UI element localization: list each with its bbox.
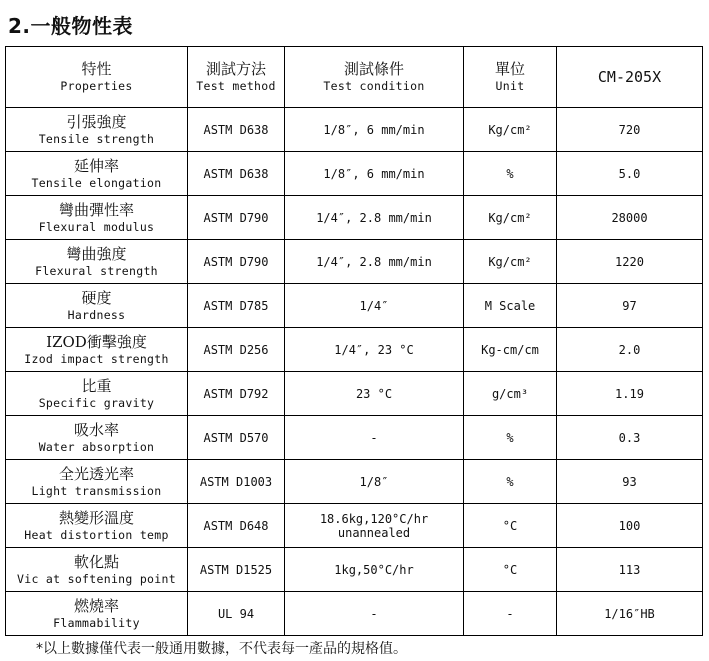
property-cell <box>6 416 188 460</box>
method-cell: ASTM D790 <box>188 196 285 240</box>
property-name-en: Specific gravity <box>38 395 155 410</box>
property-cell <box>6 548 188 592</box>
table-row <box>6 592 703 636</box>
property-name-en: Tensile elongation <box>31 175 162 190</box>
value-cell: 113 <box>557 548 703 592</box>
table-row <box>6 460 703 504</box>
value-cell: 1/16″HB <box>557 592 703 636</box>
property-name-zh: 硬度 <box>81 288 112 307</box>
method-cell: ASTM D638 <box>188 108 285 152</box>
table-row <box>6 108 703 152</box>
header-grade: CM-205X <box>557 47 703 108</box>
property-name-zh: 全光透光率 <box>58 464 134 483</box>
condition-cell: 1kg,50°C/hr <box>285 548 464 592</box>
property-cell <box>6 372 188 416</box>
table-row <box>6 372 703 416</box>
condition-cell: 1/8″, 6 mm/min <box>285 108 464 152</box>
table-row <box>6 504 703 548</box>
property-name-en: Flexural modulus <box>38 219 155 234</box>
header-method <box>188 47 285 108</box>
header-condition-zh: 測試條件 <box>343 60 404 78</box>
property-name-zh: 引張強度 <box>66 112 127 131</box>
value-cell: 720 <box>557 108 703 152</box>
footnote: *以上數據僅代表一般通用數據，不代表每一產品的規格值。 <box>36 641 407 657</box>
table-body <box>6 108 703 636</box>
property-name-zh: 彎曲彈性率 <box>58 200 134 219</box>
header-unit-en: Unit <box>495 79 525 93</box>
condition-cell: 23 °C <box>285 372 464 416</box>
header-condition <box>285 47 464 108</box>
method-cell: ASTM D648 <box>188 504 285 548</box>
unit-cell: M Scale <box>464 284 557 328</box>
value-cell: 2.0 <box>557 328 703 372</box>
condition-cell: - <box>285 416 464 460</box>
header-method-zh: 測試方法 <box>205 60 266 78</box>
table-row <box>6 196 703 240</box>
unit-cell: % <box>464 152 557 196</box>
value-cell: 0.3 <box>557 416 703 460</box>
unit-cell: °C <box>464 548 557 592</box>
header-properties-en: Properties <box>60 79 133 93</box>
value-cell: 28000 <box>557 196 703 240</box>
condition-cell: 1/8″ <box>285 460 464 504</box>
value-cell: 93 <box>557 460 703 504</box>
property-name-en: Izod impact strength <box>24 351 169 366</box>
property-cell <box>6 240 188 284</box>
method-cell: ASTM D256 <box>188 328 285 372</box>
unit-cell: % <box>464 416 557 460</box>
header-properties <box>6 47 188 108</box>
table-row <box>6 152 703 196</box>
property-name-zh: 吸水率 <box>73 420 119 439</box>
condition-cell: 1/4″, 2.8 mm/min <box>285 196 464 240</box>
method-cell: ASTM D638 <box>188 152 285 196</box>
property-name-en: Heat distortion temp <box>24 527 169 542</box>
header-unit <box>464 47 557 108</box>
property-name-zh: 軟化點 <box>73 552 119 571</box>
value-cell: 1220 <box>557 240 703 284</box>
property-cell <box>6 460 188 504</box>
value-cell: 97 <box>557 284 703 328</box>
property-cell <box>6 284 188 328</box>
unit-cell: °C <box>464 504 557 548</box>
property-name-en: Tensile strength <box>38 131 155 146</box>
method-cell: ASTM D1525 <box>188 548 285 592</box>
property-name-en: Flexural strength <box>35 263 158 278</box>
condition-cell: 1/8″, 6 mm/min <box>285 152 464 196</box>
method-cell: UL 94 <box>188 592 285 636</box>
unit-cell: Kg-cm/cm <box>464 328 557 372</box>
property-name-en: Hardness <box>67 307 126 322</box>
property-cell <box>6 328 188 372</box>
property-cell <box>6 108 188 152</box>
table-row <box>6 416 703 460</box>
condition-cell: 1/4″ <box>285 284 464 328</box>
unit-cell: Kg/cm² <box>464 108 557 152</box>
condition-cell: - <box>285 592 464 636</box>
method-cell: ASTM D1003 <box>188 460 285 504</box>
unit-cell: % <box>464 460 557 504</box>
method-cell: ASTM D792 <box>188 372 285 416</box>
unit-cell: Kg/cm² <box>464 240 557 284</box>
table-row <box>6 284 703 328</box>
property-name-zh: 彎曲強度 <box>66 244 127 263</box>
method-cell: ASTM D790 <box>188 240 285 284</box>
property-name-zh: 燃燒率 <box>73 596 119 615</box>
property-name-en: Vic at softening point <box>17 571 176 586</box>
property-cell <box>6 152 188 196</box>
property-name-zh: 延伸率 <box>73 156 119 175</box>
value-cell: 1.19 <box>557 372 703 416</box>
condition-cell: 1/4″, 2.8 mm/min <box>285 240 464 284</box>
property-name-zh: IZOD衝擊強度 <box>46 332 147 351</box>
table-row <box>6 240 703 284</box>
property-name-en: Flammability <box>53 615 140 630</box>
value-cell: 100 <box>557 504 703 548</box>
table-header-row <box>6 47 703 108</box>
property-cell <box>6 196 188 240</box>
header-unit-zh: 單位 <box>494 60 525 78</box>
condition-cell: 18.6kg,120°C/hr unannealed <box>285 504 464 548</box>
property-name-en: Light transmission <box>31 483 162 498</box>
property-cell <box>6 504 188 548</box>
value-cell: 5.0 <box>557 152 703 196</box>
property-name-en: Water absorption <box>38 439 155 454</box>
property-name-zh: 比重 <box>81 376 112 395</box>
property-name-zh: 熱變形溫度 <box>58 508 134 527</box>
method-cell: ASTM D570 <box>188 416 285 460</box>
table-row <box>6 328 703 372</box>
header-method-en: Test method <box>196 79 276 93</box>
unit-cell: g/cm³ <box>464 372 557 416</box>
header-condition-en: Test condition <box>323 79 425 93</box>
condition-cell: 1/4″, 23 °C <box>285 328 464 372</box>
unit-cell: Kg/cm² <box>464 196 557 240</box>
method-cell: ASTM D785 <box>188 284 285 328</box>
property-cell <box>6 592 188 636</box>
header-properties-zh: 特性 <box>81 60 112 78</box>
unit-cell: - <box>464 592 557 636</box>
properties-table <box>5 46 703 636</box>
page-title: 2.一般物性表 <box>8 14 134 38</box>
table-row <box>6 548 703 592</box>
